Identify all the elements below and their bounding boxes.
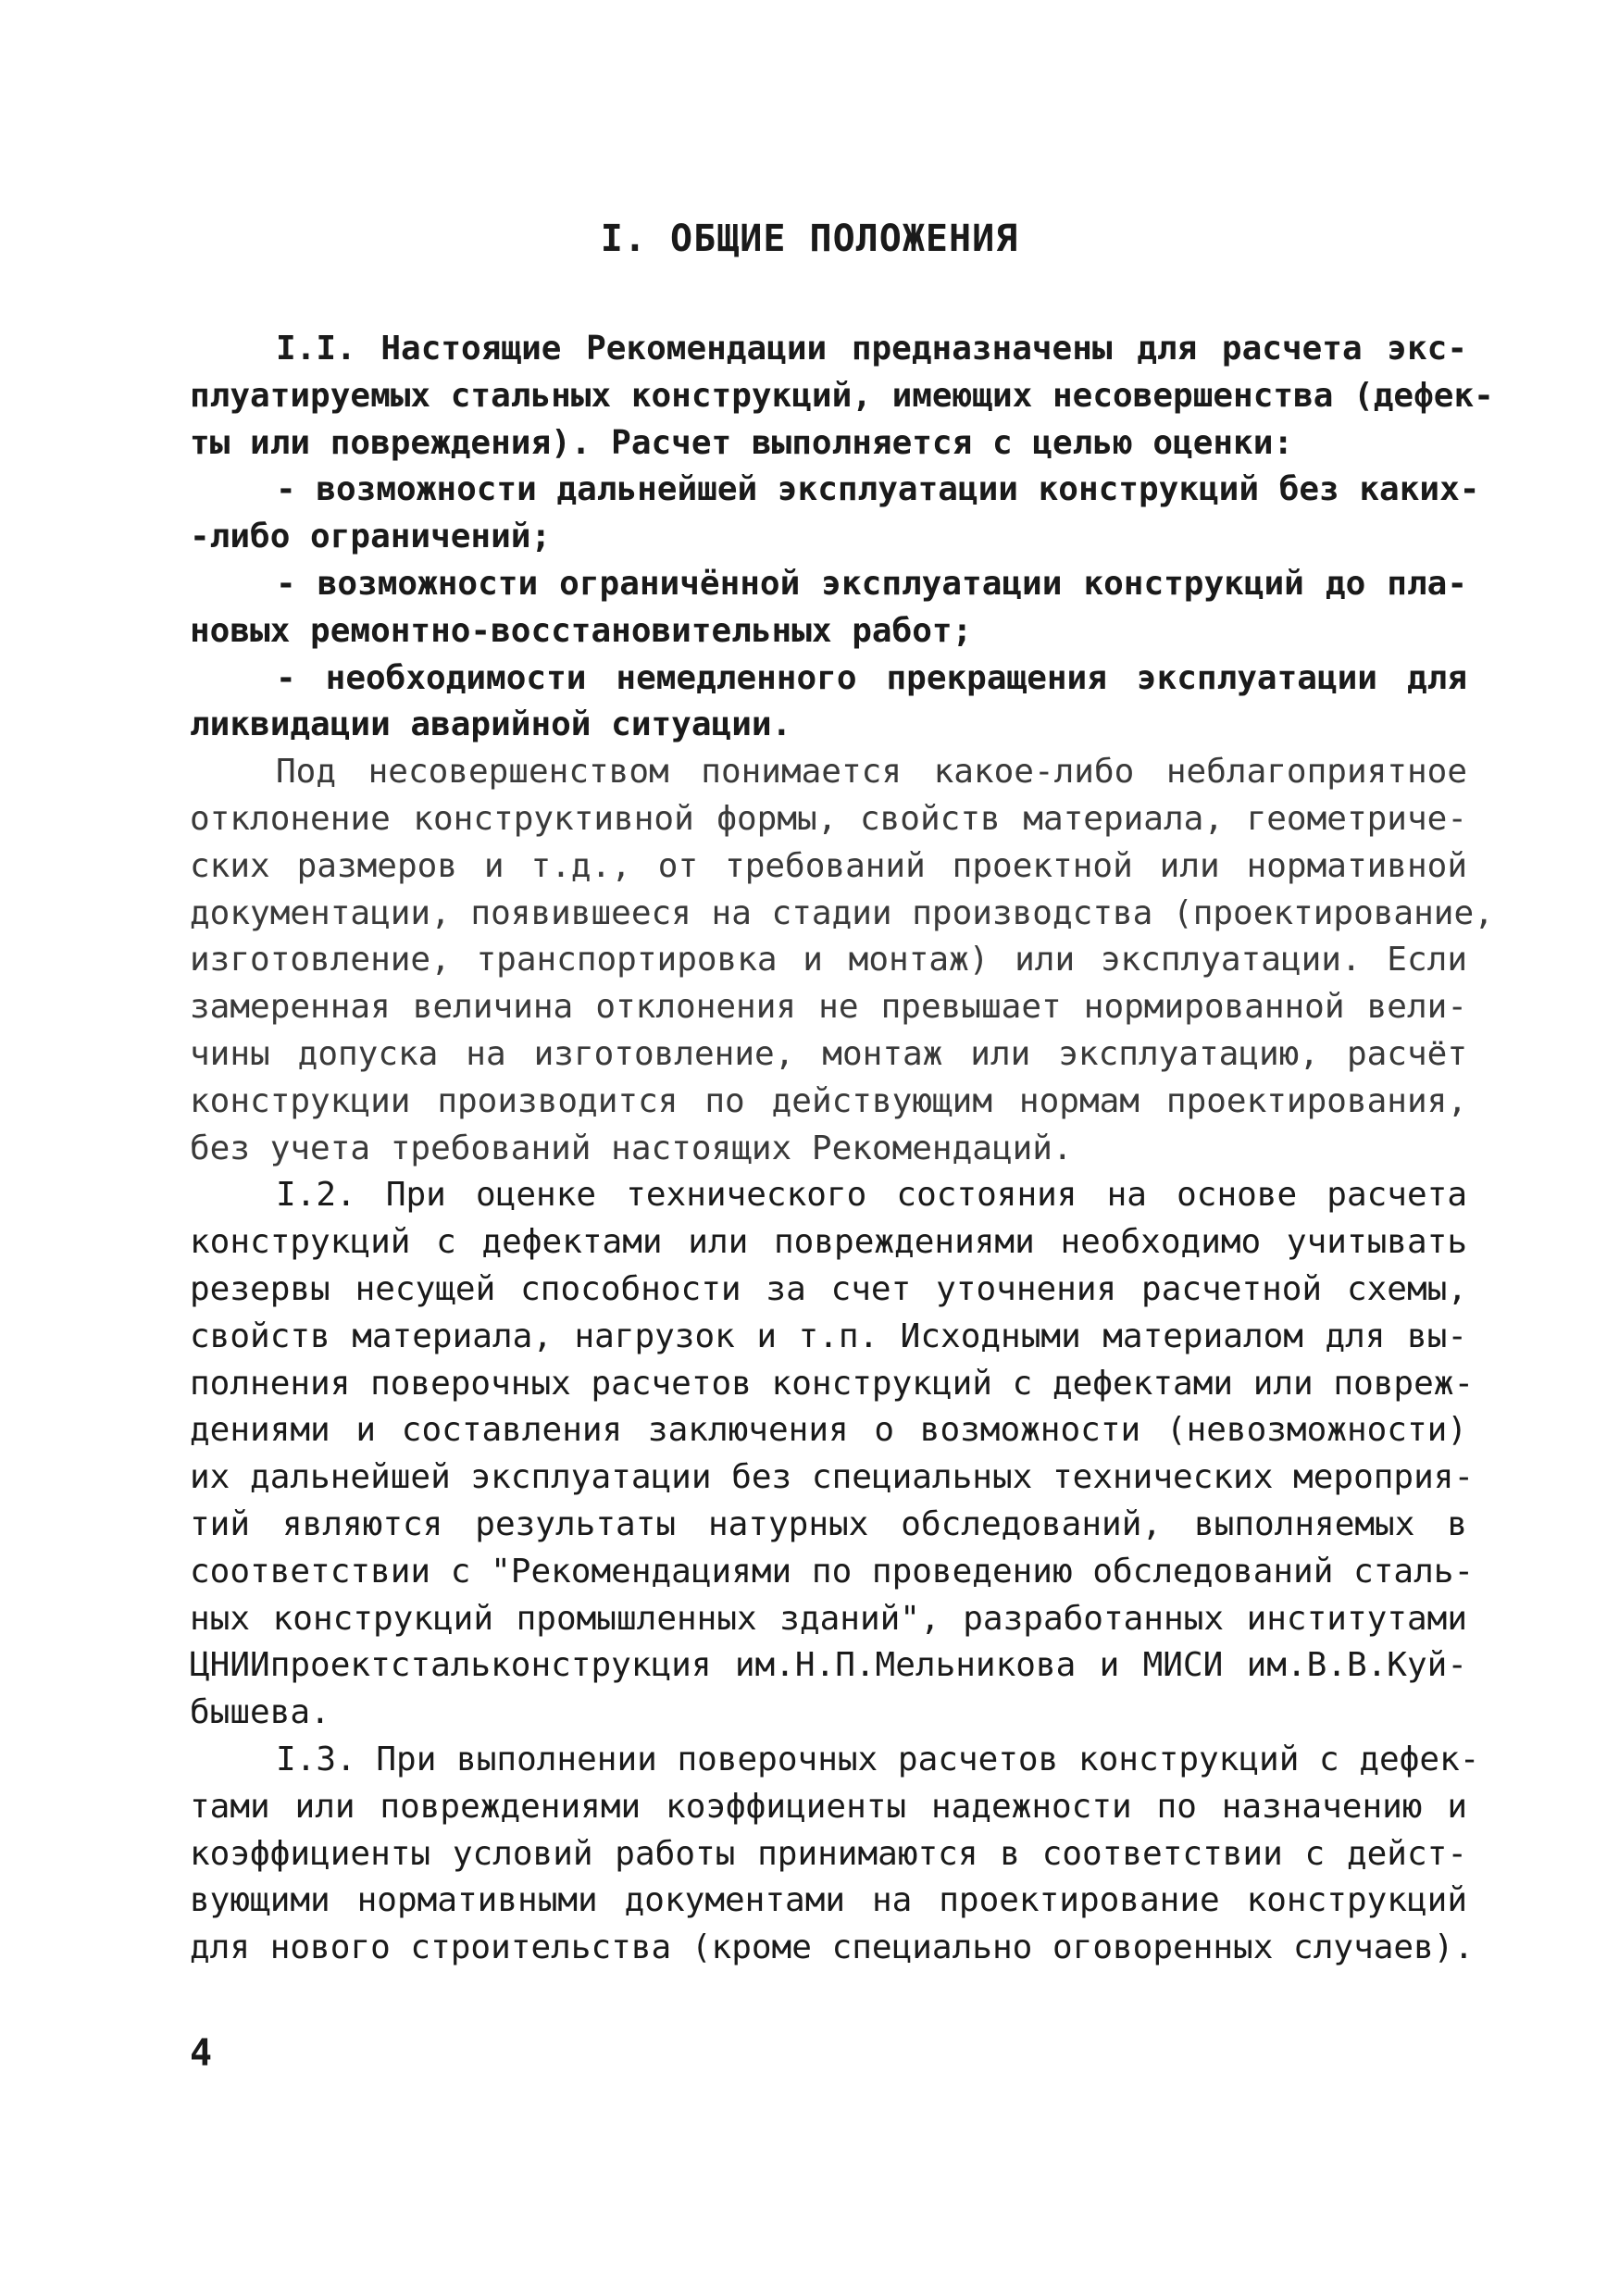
text-line: их дальнейшей эксплуатации без специальных технических мероприя-	[190, 1458, 1475, 1497]
text-line: I.I. Настоящие Рекомендации предназначены для расчета экс-	[276, 330, 1467, 368]
section-heading: I. ОБЩИЕ ПОЛОЖЕНИЯ	[600, 218, 1019, 260]
text-line: вующими нормативными документами на проектирование конструкций	[190, 1881, 1467, 1920]
text-line: отклонение конструктивной формы, свойств материала, геометриче-	[190, 799, 1467, 838]
text-line: без учета требований настоящих Рекомендаций.	[190, 1129, 1073, 1167]
text-line: ты или повреждения). Расчет выполняется с целью оценки:	[190, 423, 1294, 462]
text-line: свойств материала, нагрузок и т.п. Исходными материалом для вы-	[190, 1316, 1467, 1355]
text-line: новых ремонтно-восстановительных работ;	[190, 611, 973, 650]
text-line: соответствии с "Рекомендациями по проведению обследований сталь-	[190, 1552, 1475, 1591]
text-line: - возможности ограничённой эксплуатации конструкций до пла-	[276, 564, 1467, 603]
text-line: чины допуска на изготовление, монтаж или эксплуатацию, расчёт	[190, 1034, 1467, 1073]
text-line: плуатируемых стальных конструкций, имеющих несовершенства (дефек-	[190, 376, 1494, 415]
text-line: ликвидации аварийной ситуации.	[190, 705, 792, 744]
text-line: для нового строительства (кроме специально оговоренных случаев).	[190, 1928, 1475, 1967]
text-line: тами или повреждениями коэффициенты надежности по назначению и	[190, 1787, 1467, 1826]
text-line: изготовление, транспортировка и монтаж) или эксплуатации. Если	[190, 941, 1467, 980]
text-line: Под несовершенством понимается какое-либо неблагоприятное	[276, 753, 1467, 792]
text-line: конструкций с дефектами или повреждениями необходимо учитывать	[190, 1223, 1467, 1262]
text-line: замеренная величина отклонения не превышает нормированной вели-	[190, 988, 1467, 1027]
text-line: коэффициенты условий работы принимаются в соответствии с дейст-	[190, 1834, 1467, 1873]
text-line: дениями и составления заключения о возможности (невозможности)	[190, 1411, 1467, 1450]
text-line: - необходимости немедленного прекращения эксплуатации для	[276, 658, 1467, 697]
text-line: I.2. При оценке технического состояния на основе расчета	[276, 1176, 1467, 1215]
text-line: I.3. При выполнении поверочных расчетов конструкций с дефек-	[276, 1740, 1480, 1778]
text-line: документации, появившееся на стадии производства (проектирование,	[190, 893, 1494, 932]
text-line: бышева.	[190, 1693, 330, 1732]
text-line: ЦНИИпроектстальконструкция им.Н.П.Мельникова и МИСИ им.В.В.Куй-	[190, 1646, 1467, 1685]
text-line: -либо ограничений;	[190, 518, 552, 556]
body-text	[190, 326, 1494, 1972]
text-line: ных конструкций промышленных зданий", разработанных институтами	[190, 1599, 1467, 1638]
text-line: тий являются результаты натурных обследований, выполняемых в	[190, 1504, 1467, 1543]
page-number: 4	[190, 2032, 213, 2075]
text-line: ских размеров и т.д., от требований проектной или нормативной	[190, 846, 1467, 885]
text-line: конструкции производится по действующим нормам проектирования,	[190, 1081, 1467, 1120]
text-line: - возможности дальнейшей эксплуатации конструкций без каких-	[276, 470, 1480, 509]
text-line: полнения поверочных расчетов конструкций с дефектами или повреж-	[190, 1364, 1475, 1403]
text-line: резервы несущей способности за счет уточнения расчетной схемы,	[190, 1269, 1467, 1308]
